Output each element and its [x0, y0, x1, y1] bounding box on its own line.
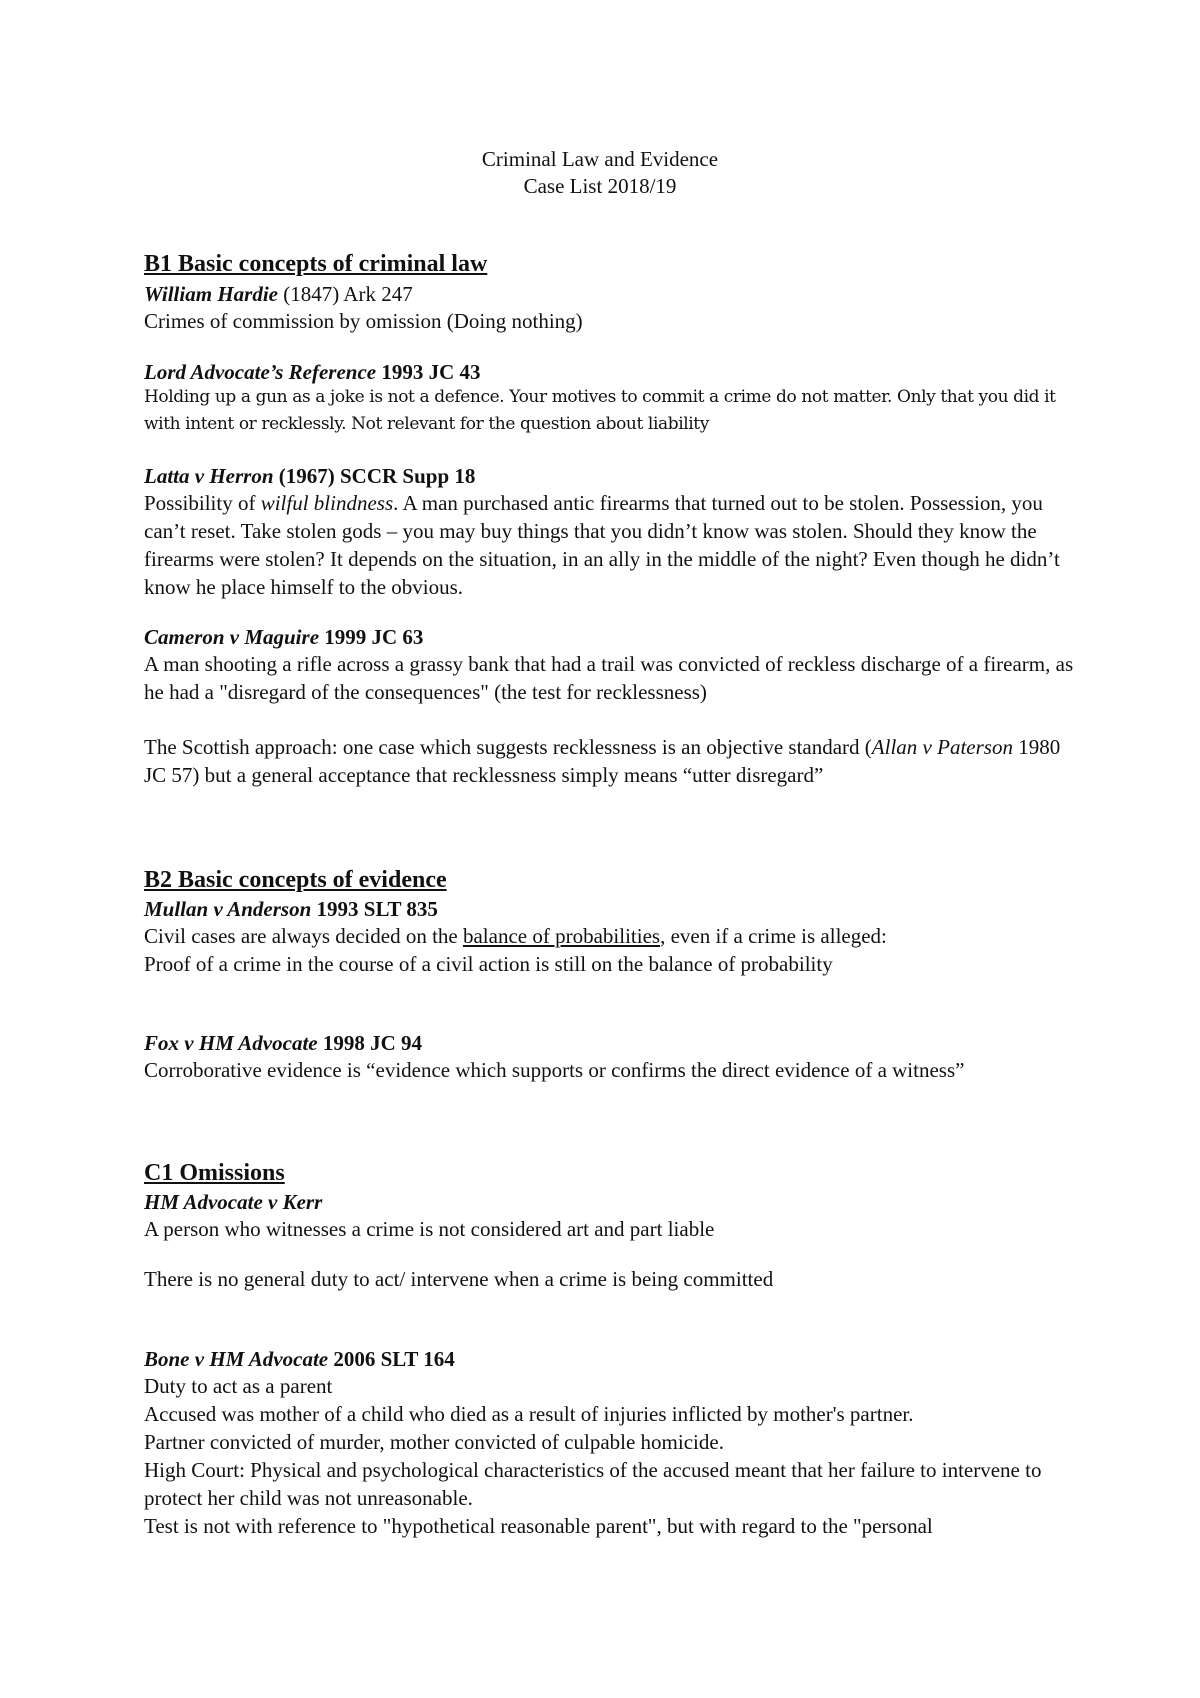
case-note: High Court: Physical and psychological characteristics of the accused meant that her failure to intervene to protect her child was not unreasonable.: [144, 1458, 1042, 1510]
case-title: [144, 1346, 455, 1372]
case-name: Cameron v Maguire: [144, 625, 320, 649]
case-title: [144, 1189, 322, 1215]
case-note: [144, 489, 1074, 601]
note-emphasis: Allan v Paterson: [871, 735, 1013, 759]
note-underlined: balance of probabilities: [462, 924, 661, 948]
section-heading-c1: C1 Omissions: [144, 1160, 285, 1186]
case-name: Latta v Herron: [144, 464, 274, 488]
case-note: Duty to act as a parent: [144, 1374, 333, 1398]
case-citation: 1993 SLT 835: [311, 897, 438, 921]
case-name: Bone v HM Advocate: [144, 1347, 329, 1371]
case-title: [144, 281, 413, 307]
case-note: Accused was mother of a child who died as a result of injuries inflicted by mother's partner.: [144, 1402, 914, 1426]
case-note: Partner convicted of murder, mother convicted of culpable homicide.: [144, 1430, 724, 1454]
note-text: . A man purchased antic firearms that turned out to be stolen. Possession, you can’t reset. Take stolen gods – you may buy things that you didn’t know was stolen. Should they know the firearms were stolen? It depends on the situation, in an ally in the middle of the night? Even though he didn’t know he place himself to the obvious.: [144, 491, 1060, 599]
case-note: [144, 922, 1074, 950]
case-citation: (1967) SCCR Supp 18: [273, 464, 476, 488]
case-name: William Hardie: [144, 282, 278, 306]
section-heading-b2: B2 Basic concepts of evidence: [144, 867, 447, 893]
case-citation: (1847) Ark 247: [277, 282, 413, 306]
case-name: Fox v HM Advocate: [144, 1031, 318, 1055]
case-note: There is no general duty to act/ intervene when a crime is being committed: [144, 1267, 774, 1291]
case-citation: 1998 JC 94: [317, 1031, 423, 1055]
note-text: 1980 JC 57) but a general acceptance that recklessness simply means “utter disregard”: [144, 735, 1061, 787]
case-title: [144, 896, 438, 922]
case-note: Test is not with reference to "hypothetical reasonable parent", but with regard to the "personal: [144, 1514, 933, 1538]
note-emphasis: wilful blindness: [260, 491, 394, 515]
section-heading-b1: B1 Basic concepts of criminal law: [144, 251, 488, 277]
case-citation: 1993 JC 43: [376, 360, 481, 384]
case-note: Proof of a crime in the course of a civil action is still on the balance of probability: [144, 952, 833, 976]
case-note: Crimes of commission by omission (Doing nothing): [144, 309, 583, 333]
case-note: A person who witnesses a crime is not considered art and part liable: [144, 1217, 715, 1241]
case-citation: 1999 JC 63: [319, 625, 424, 649]
note-text: The Scottish approach: one case which suggests recklessness is an objective standard (: [144, 735, 872, 759]
case-name: Mullan v Anderson: [144, 897, 312, 921]
case-note: Holding up a gun as a joke is not a defence. Your motives to commit a crime do not matter. Only that you did it with intent or recklessly. Not relevant for the question about liability: [144, 387, 1056, 434]
note-text: Civil cases are always decided on the: [144, 924, 463, 948]
document-subtitle: Case List 2018/19: [523, 174, 677, 198]
case-title: [144, 624, 423, 650]
case-title: [144, 1030, 422, 1056]
case-citation: 2006 SLT 164: [328, 1347, 455, 1371]
note-text: Possibility of: [144, 491, 261, 515]
case-title: [144, 359, 481, 385]
document-title: Criminal Law and Evidence: [481, 147, 719, 171]
paragraph-scottish-approach: [144, 733, 1074, 789]
case-note: Corroborative evidence is “evidence which supports or confirms the direct evidence of a witness”: [144, 1058, 965, 1082]
case-name: Lord Advocate’s Reference: [144, 360, 377, 384]
case-name: HM Advocate v Kerr: [144, 1190, 323, 1214]
note-text: , even if a crime is alleged:: [660, 924, 887, 948]
case-note: A man shooting a rifle across a grassy bank that had a trail was convicted of reckless discharge of a firearm, as he had a "disregard of the consequences" (the test for recklessness): [144, 652, 1074, 704]
case-title: [144, 463, 475, 489]
